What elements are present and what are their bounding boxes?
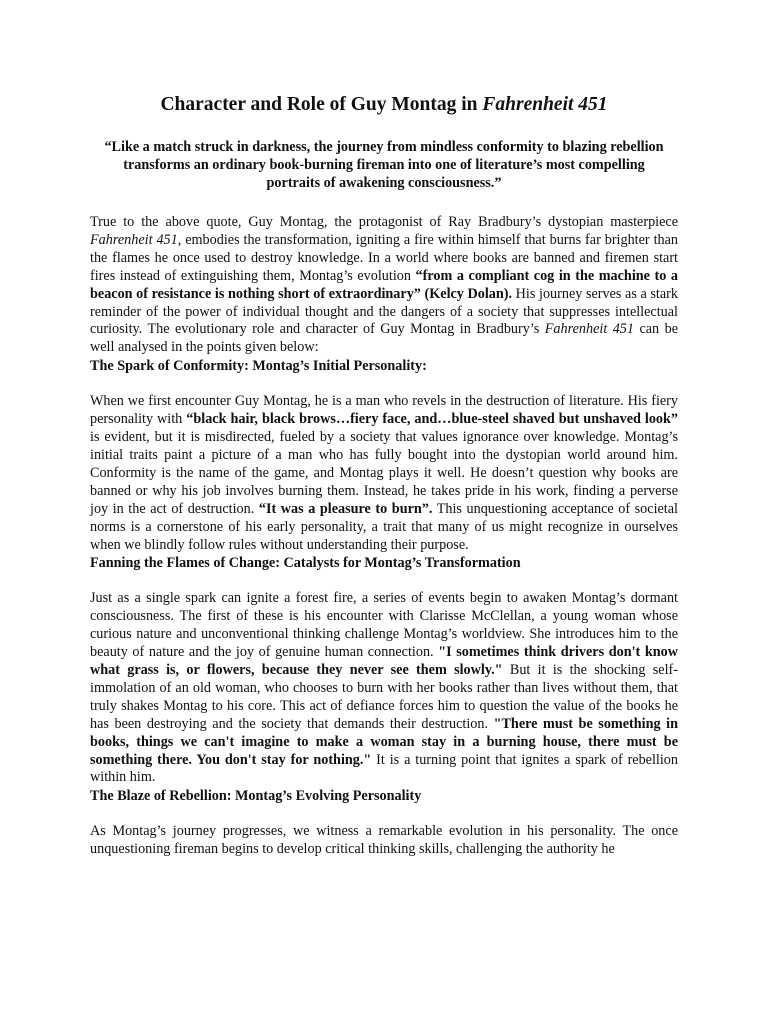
section-heading-change: Fanning the Flames of Change: Catalysts for Montag’s Transformation [90,555,521,572]
section-heading-rebellion: The Blaze of Rebellion: Montag’s Evolving Personality [90,788,422,805]
title-book-name: Fahrenheit 451 [482,94,608,115]
section-change-paragraph: Just as a single spark can ignite a forest fire, a series of events begin to awaken Montag’s dormant consciousness. The first of these is his encounter with Clarisse McClellan, a young woman whose curious nature and unconventional thinking challenge Montag’s worldview. She introduces him to the beauty of nature and the joy of genuine human connection. "I sometimes think drivers don't know what grass is, or flowers, because they never see them slowly." But it is the shocking self-immolation of an old woman, who chooses to burn with her books rather than lives without them, that truly shakes Montag to his core. This act of defiance forces him to question the value of the books he has been destroying and the society that demands their destruction. "There must be something in books, things we can't imagine to make a woman stay in a burning house, there must be something there. You don't stay for nothing." It is a turning point that ignites a spark of rebellion within him. [90,590,678,786]
section-conformity-paragraph: When we first encounter Guy Montag, he is a man who revels in the destruction of literature. His fiery personality with “black hair, black brows…fiery face, and…blue-steel shaved but unshaved look” is evident, but it is misdirected, fueled by a society that values ignorance over knowledge. Montag’s initial traits paint a picture of a man who has fully bought into the dystopian world around him. Conformity is the name of the game, and Montag plays it well. He doesn’t question why books are banned or why his job involves burning them. Instead, he takes pride in his work, finding a perverse joy in the act of destruction. “It was a pleasure to burn”. This unquestioning acceptance of societal norms is a cornerstone of his early personality, a trait that many of us might recognize in ourselves when we blindly follow rules without understanding their purpose. [90,393,678,553]
intro-paragraph: True to the above quote, Guy Montag, the protagonist of Ray Bradbury’s dystopian masterpiece Fahrenheit 451, embodies the transformation, igniting a fire within himself that burns far brighter than the flames he once used to destroy knowledge. In a world where books are banned and firemen start fires instead of extinguishing them, Montag’s evolution “from a compliant cog in the machine to a beacon of resistance is nothing short of extraordinary” (Kelcy Dolan). His journey serves as a stark reminder of the power of individual thought and the dangers of a society that suppresses intellectual curiosity. The evolutionary role and character of Guy Montag in Bradbury’s Fahrenheit 451 can be well analysed in the points given below: [90,214,679,356]
document-title: Character and Role of Guy Montag in Fahrenheit 451 [160,94,608,115]
epigraph-quote: “Like a match struck in darkness, the journey from mindless conformity to blazing rebellion transforms an ordinary book-burning fireman into one of literature’s most compelling portraits of awakening consciousness.” [104,139,664,191]
section-heading-conformity: The Spark of Conformity: Montag’s Initial Personality: [90,358,427,375]
section-rebellion-paragraph: As Montag’s journey progresses, we witness a remarkable evolution in his personality. The once unquestioning fireman begins to develop critical thinking skills, challenging the authority he [90,823,678,858]
